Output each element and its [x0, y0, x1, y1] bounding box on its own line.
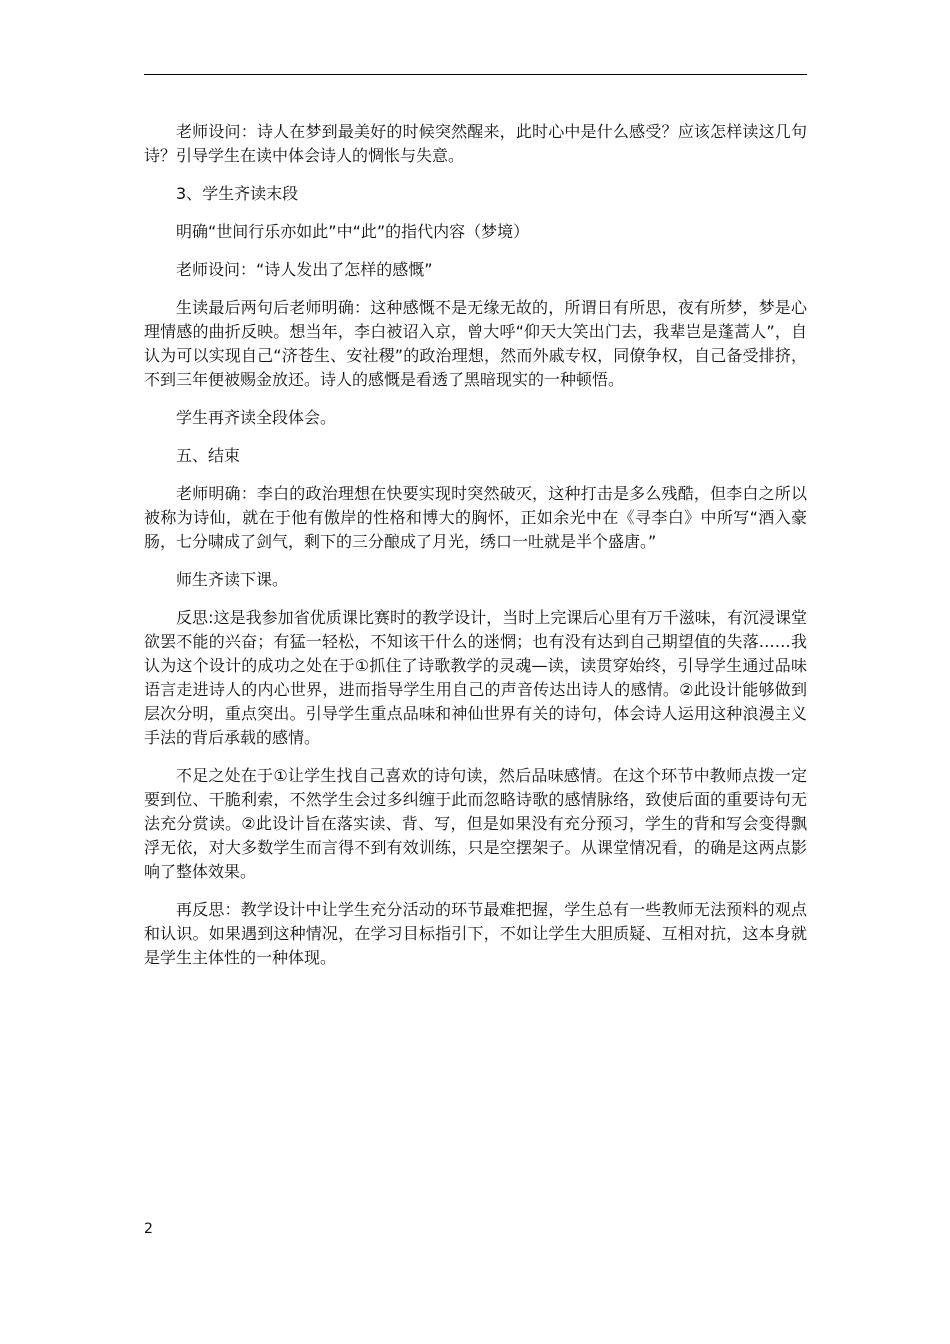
document-body: [144, 120, 807, 984]
paragraph-teacher-explanation: 生读最后两句后老师明确：这种感慨不是无缘无故的，所谓日有所思，夜有所梦，梦是心理情感的曲折反映。想当年，李白被诏入京，曾大呼“仰天大笑出门去，我辈岂是蓬蒿人”，自认为可以实现自己“济苍生、安社稷”的政治理想，然而外戚专权，同僚争权，自己备受排挤，不到三年便被赐金放还。诗人的感慨是看透了黑暗现实的一种顿悟。: [144, 298, 807, 389]
section-heading-conclusion: 五、结束: [176, 446, 241, 465]
page-number: 2: [144, 1221, 153, 1237]
paragraph-reflection: 反思:这是我参加省优质课比赛时的教学设计，当时上完课后心里有万千滋味，有沉浸课堂欲罢不能的兴奋；有猛一轻松，不知该干什么的迷惘；也有没有达到自己期望值的失落……我认为这个设计的成功之处在于①抓住了诗歌教学的灵魂—读，读贯穿始终，引导学生通过品味语言走进诗人的内心世界，进而指导学生用自己的声音传达出诗人的感情。②此设计能够做到层次分明，重点突出。引导学生重点品味和神仙世界有关的诗句，体会诗人运用这种浪漫主义手法的背后承载的感情。: [144, 608, 807, 747]
paragraph-teacher-conclusion: 老师明确：李白的政治理想在快要实现时突然破灭，这种打击是多么残酷，但李白之所以被称为诗仙，就在于他有傲岸的性格和博大的胸怀，正如余光中在《寻李白》中所写“酒入豪肠，七分啸成了剑气，剩下的三分酿成了月光，绣口一吐就是半个盛唐。”: [144, 484, 807, 551]
paragraph-teacher-question-sentiment: 老师设问：“诗人发出了怎样的感慨”: [176, 260, 433, 279]
paragraph-step-3-heading: 3、学生齐读末段: [176, 184, 299, 203]
paragraph-further-reflection: 再反思：教学设计中让学生充分活动的环节最难把握，学生总有一些教师无法预料的观点和认识。如果遇到这种情况，在学习目标指引下，不如让学生大胆质疑、互相对抗，这本身就是学生主体性的一种体现。: [144, 900, 807, 967]
paragraph-clarify-reference: 明确“世间行乐亦如此”中“此”的指代内容（梦境）: [176, 222, 530, 241]
paragraph-shortcomings: 不足之处在于①让学生找自己喜欢的诗句读，然后品味感情。在这个环节中教师点拨一定要到位、干脆利索，不然学生会过多纠缠于此而忽略诗歌的感情脉络，致使后面的重要诗句无法充分赏读。②此设计旨在落实读、背、写，但是如果没有充分预习，学生的背和写会变得飘浮无依，对大多数学生而言得不到有效训练，只是空摆架子。从课堂情况看，的确是这两点影响了整体效果。: [144, 766, 807, 881]
paragraph-reread: 学生再齐读全段体会。: [176, 408, 337, 427]
paragraph-teacher-question-dream: 老师设问：诗人在梦到最美好的时候突然醒来，此时心中是什么感受？应该怎样读这几句诗？引导学生在读中体会诗人的惆怅与失意。: [144, 122, 807, 165]
paragraph-class-end: 师生齐读下课。: [176, 570, 289, 589]
header-rule: [144, 74, 807, 75]
